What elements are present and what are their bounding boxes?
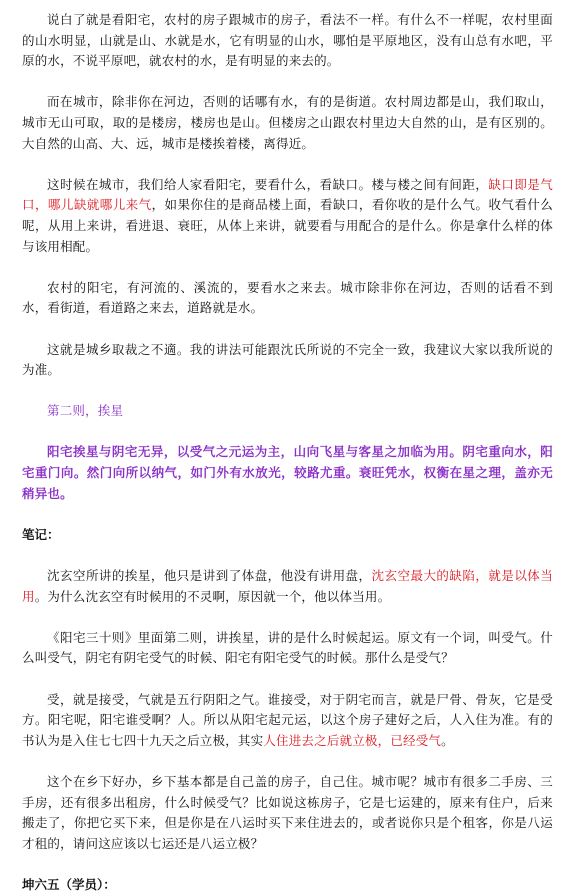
paragraph-definition-receive xyxy=(22,690,553,752)
speaker-label: 坤六五（学员）： xyxy=(22,876,116,892)
document-page xyxy=(22,10,553,896)
paragraph-receive-qi: 《阳宅三十则》里面第二则，讲挨星，讲的是什么时候起运。原文有一个词，叫受气。什么叫受气，阴宅有阴宅受气的时候、阳宅有阳宅受气的时候。那什么是受气？ xyxy=(22,629,553,666)
text-span: 受，就是接受，气就是五行阴阳之气。谁接受，对于阴宅而言，就是尸骨、骨灰，它是受方。阳宅呢，阳宅谁受啊？人。所以从阳宅起元运，以这个房子建好之后，人入住为准。有的书认为是入住七七四十九天之后立极，其实 xyxy=(22,691,553,748)
highlight-red: 缺口即是气口，哪儿缺就哪儿来气 xyxy=(22,176,553,213)
paragraph-rural-vs-city: 说白了就是看阳宅，农村的房子跟城市的房子，看法不一样。有什么不一样呢，农村里面的山水明显，山就是山、水就是水，它有明显的山水，哪怕是平原地区，没有山总有水吧，平原的水，不说平原吧，就农村的水，是有明显的来去的。 xyxy=(22,12,553,69)
paragraph-city-buildings: 而在城市，除非你在河边，否则的话哪有水，有的是街道。农村周边都是山，我们取山，城市无山可取，取的是楼房，楼房也是山。但楼房之山跟农村里边大自然的山，是有区别的。大自然的山高、大、远，城市是楼挨着楼，离得近。 xyxy=(22,94,553,151)
highlight-red: 人住进去之后就立极，已经受气 xyxy=(263,732,442,748)
text-span: 。为什么沈玄空有时候用的不灵啊，原因就一个，他以体当用。 xyxy=(34,588,391,604)
quoted-original-text: 阳宅挨星与阴宅无异，以受气之元运为主，山向飞星与客星之加临为用。阴宅重向水，阳宅重门向。然门向所以纳气，如门外有水放光，较路尤重。衰旺凭水，权衡在星之理，盖亦无稍异也。 xyxy=(22,444,553,501)
text-span: 沈玄空所讲的挨星，他只是讲到了体盘，他没有讲用盘， xyxy=(47,568,372,584)
text-span: 。 xyxy=(441,732,454,748)
notes-label: 笔记： xyxy=(22,526,60,542)
paragraph-second-hand-houses: 这个在乡下好办，乡下基本都是自己盖的房子，自己住。城市呢？城市有很多二手房、三手房，还有很多出租房，什么时候受气？比如说这栋房子，它是七运建的，原来有住户，后来搬走了，你把它买下来，但是你是在八运时买下来住进去的，或者说你只是个租客，你是八运才租的，请问这应该以七运还是八运立极？ xyxy=(22,773,553,851)
paragraph-shen-flaw xyxy=(22,566,553,607)
paragraph-rural-water: 农村的阳宅，有河流的、溪流的，要看水之来去。城市除非你在河边，否则的话看不到水，看街道，看道路之来去，道路就是水。 xyxy=(22,279,553,316)
highlight-red: 沈玄空最大的缺陷，就是以体当用 xyxy=(22,568,553,604)
section-title: 第二则，挨星 xyxy=(47,403,124,419)
paragraph-gaps-qi xyxy=(22,175,553,257)
text-span: ，如果你住的是商品楼上面，看缺口，看你收的是什么气。收气看什么呢，从用上来讲，看进退、衰旺，从体上来讲，就要看与用配合的是什么。你是拿什么样的体与该用相配。 xyxy=(22,197,553,254)
text-span: 这时候在城市，我们给人家看阳宅，要看什么，看缺口。楼与楼之间有间距， xyxy=(47,176,489,192)
paragraph-conclusion: 这就是城乡取裁之不適。我的讲法可能跟沈氏所说的不完全一致，我建议大家以我所说的为准。 xyxy=(22,341,553,378)
